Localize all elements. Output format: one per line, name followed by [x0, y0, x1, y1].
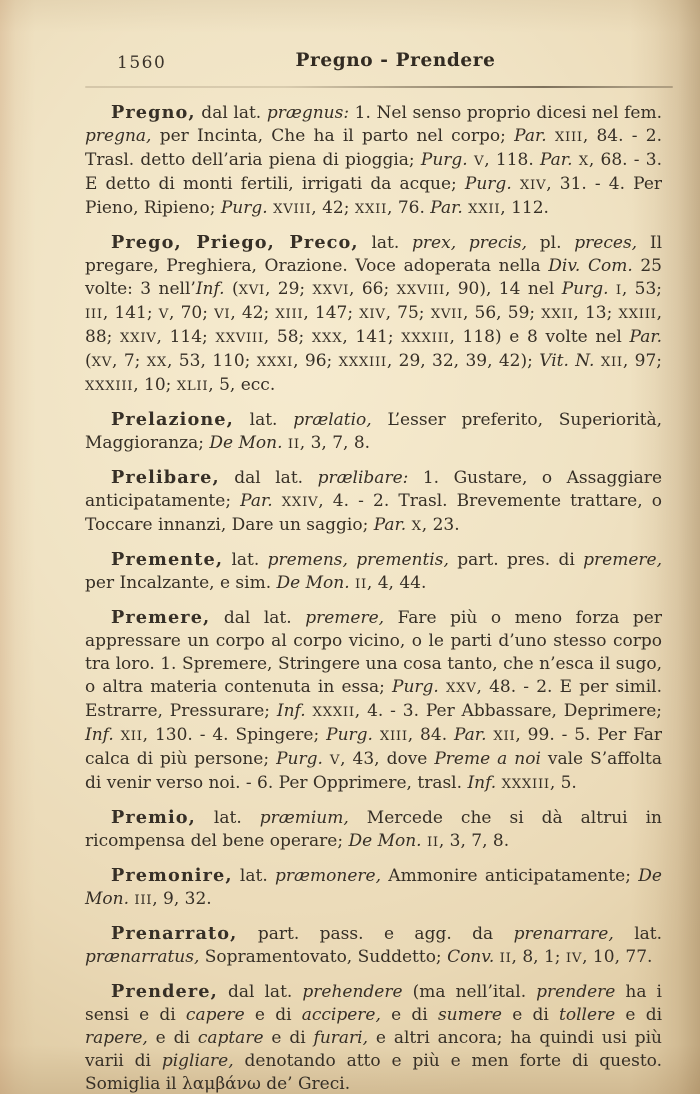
entry-text: dal lat. [217, 982, 303, 1002]
entry-text: , 4, 44. [366, 573, 427, 593]
entry-text: II [499, 951, 512, 966]
entry-text: X [411, 519, 422, 534]
entry-text: denotando atto e più e men forte di questo. Somiglia il λαμβάνω de’ Greci. [85, 1051, 662, 1094]
entry-text: lat. [223, 550, 268, 570]
entry-text: , 13; [573, 303, 619, 323]
entry-text: capere [185, 1005, 245, 1025]
entry-text: , 4. - 3. Per Abbassare, Deprimere; [354, 701, 663, 721]
entry-text [306, 701, 313, 721]
entry-text: dal lat. [219, 468, 318, 488]
entry-text: , 56, 59; [462, 303, 542, 323]
entry-text: , 147; [303, 303, 360, 323]
entry-text: Inf. [467, 773, 497, 793]
entry-text: pregna, [85, 126, 152, 146]
entry-text: (ma nell’ital. [402, 982, 537, 1002]
entry-text: per Incalzante, e sim. [85, 573, 277, 593]
entry-text: Purg. [464, 174, 512, 194]
entry-text [547, 126, 555, 146]
page-number: 1560 [117, 53, 167, 73]
entry-text: IV [565, 951, 583, 966]
entry-text: , 114; [156, 327, 216, 347]
entry-text: premere, [305, 608, 385, 628]
entry-text: XVII [430, 307, 463, 322]
entry-text: V [329, 753, 341, 768]
entry-text: dal lat. [210, 608, 306, 628]
dictionary-entry-prenarrato [85, 922, 662, 970]
entry-text: , 97; [622, 351, 662, 371]
entry-text: prenarrare, [513, 924, 614, 944]
entry-text: XXVIII [215, 331, 264, 346]
entry-text: ( [85, 351, 92, 371]
entry-headword: Prendere, [111, 981, 218, 1002]
entry-text: , 66; [349, 279, 397, 299]
entry-text [114, 725, 121, 745]
entry-text: per Incinta, Che ha il parto nel corpo; [151, 126, 515, 146]
entry-text: XXXIII [401, 331, 450, 346]
entry-text: premere, [583, 550, 662, 570]
entry-text: I [615, 283, 622, 298]
entry-text: , 8, 1; [511, 947, 566, 967]
entry-text: , 70; [169, 303, 215, 323]
entry-text: XXVI [312, 283, 350, 298]
entry-text: , 4. - 2. Trasl. Brevemente trattare, o Toccare innanzi, Dare un saggio; [85, 491, 662, 535]
entry-text: XXVIII [396, 283, 445, 298]
entry-text: preces, [574, 233, 638, 253]
entry-text: , 10; [133, 375, 177, 395]
entry-text: part. pass. e agg. da [237, 924, 514, 944]
entry-text: , 5. [549, 773, 577, 793]
entry-text: , 84. - 2. Trasl. detto dell’aria piena di pioggia; [85, 126, 662, 170]
entry-text: vale S’affolta di venir verso noi. - 6. Per Opprimere, trasl. [85, 749, 663, 793]
entry-text: VI [214, 307, 231, 322]
entry-text: e di [501, 1005, 560, 1025]
entry-text: Par. [373, 515, 407, 535]
entry-text: lat. [232, 866, 276, 886]
entry-text: Inf. [85, 725, 114, 745]
dictionary-entry-prendere [85, 980, 662, 1094]
entry-text: XIV [519, 178, 547, 193]
entry-text: , 68. - 3. E detto di monti fertili, irrigati da acque; [85, 150, 662, 194]
entry-text: De Mon. [348, 831, 422, 851]
entry-text: ( [224, 279, 239, 299]
entry-text: , 53; [621, 279, 663, 299]
entry-text: pigliare, [161, 1051, 234, 1071]
entry-headword: Prego, Priego, Preco, [111, 232, 359, 253]
entry-text: Mercede che si dà altrui in ricompensa del bene operare; [85, 808, 662, 851]
entry-text: V [158, 307, 170, 322]
entry-text: X [578, 154, 589, 169]
entry-text: lat. [358, 233, 413, 253]
entry-text: Preme a noi [434, 749, 541, 769]
entry-text: part. pres. di [448, 550, 584, 570]
entry-text: De Mon. [85, 866, 662, 909]
entry-text: XXIV [281, 495, 319, 510]
entry-text: , 75; [385, 303, 431, 323]
entry-text: De Mon. [209, 433, 283, 453]
entry-text: , 31. - 4. Per Pieno, Ripieno; [85, 174, 663, 218]
entry-text: XXV [445, 681, 477, 696]
entry-text: 25 volte: 3 nell’ [85, 256, 662, 299]
entry-headword: Pregno, [111, 102, 196, 123]
entry-text: Purg. [276, 749, 323, 769]
entry-text: , 96; [293, 351, 339, 371]
entry-text: XXXI [256, 355, 294, 370]
entry-text: ha i sensi e di [85, 982, 662, 1025]
dictionary-entry-prelazione [85, 408, 662, 456]
entry-text: De Mon. [276, 573, 350, 593]
entry-headword: Premente, [111, 549, 224, 570]
entry-text: , 118. [484, 150, 540, 170]
entry-text: tollere [559, 1005, 616, 1025]
entry-text [273, 491, 282, 511]
entry-text: , 3, 7, 8. [299, 433, 371, 453]
entry-text: XV [91, 355, 113, 370]
entry-text: Purg. [420, 150, 468, 170]
entry-text: prælatio, [293, 410, 372, 430]
entry-text: Vit. N. [539, 351, 595, 371]
entry-text: captare [197, 1028, 264, 1048]
entry-text: prægnus: [266, 103, 350, 123]
entry-headword: Premonire, [111, 865, 233, 886]
entry-text: II [427, 835, 439, 850]
entry-text: accipere, [301, 1005, 381, 1025]
entry-text: XXXIII [338, 355, 387, 370]
entry-text: Purg. [220, 198, 268, 218]
entry-text: XXIII [618, 307, 657, 322]
entry-text: Conv. [447, 947, 495, 967]
entry-text: Par. [514, 126, 547, 146]
entry-text: V [473, 154, 485, 169]
entry-text: , 7; [112, 351, 147, 371]
entry-text: XIV [359, 307, 386, 322]
header-rule [85, 86, 673, 88]
entry-text: XIII [275, 307, 304, 322]
entry-text: , 3, 7, 8. [438, 831, 510, 851]
entry-headword: Prelazione, [111, 409, 234, 430]
entry-text: Par. [240, 491, 273, 511]
entry-text: e di [263, 1028, 314, 1048]
entry-text: Fare più o meno forza per appressare un corpo al corpo vicino, o le parti d’uno stesso corpo tra loro. 1. Spremere, Stringere una cosa tanto, che n’esca il sugo, o altra materia contenuta in essa; [85, 608, 662, 697]
entry-text: L’esser preferito, Superiorità, Maggioranza; [85, 410, 662, 453]
entry-text: Sopramentovato, Suddetto; [199, 947, 448, 967]
entry-text: XII [493, 729, 516, 744]
entry-headword: Prelibare, [111, 467, 220, 488]
entry-text: lat. [233, 410, 294, 430]
entry-text: Ammonire anticipatamente; [380, 866, 639, 886]
dictionary-entry-premio [85, 806, 662, 854]
entry-text: furari, [313, 1028, 369, 1048]
entry-text: Par. [454, 725, 487, 745]
entry-text: , 112. [500, 198, 549, 218]
entry-text: , 23. [421, 515, 460, 535]
entry-text: XIII [554, 130, 583, 145]
entries [85, 96, 662, 1094]
entry-text: e di [244, 1005, 302, 1025]
entry-text: lat. [195, 808, 260, 828]
entry-text: e altri ancora; ha quindi usi più varii di [85, 1028, 663, 1071]
entry-text: , 76. [387, 198, 431, 218]
entry-text: premens, prementis, [267, 550, 449, 570]
dictionary-entry-premere [85, 606, 662, 796]
entry-headword: Premio, [111, 807, 196, 828]
entry-text: , 99. - 5. Per Far calca di più persone; [85, 725, 663, 769]
entry-text: III [85, 307, 103, 322]
entry-text: XLII [176, 379, 209, 394]
entry-text: , 42; [230, 303, 276, 323]
entry-text: præmium, [259, 808, 349, 828]
entry-text [609, 279, 616, 299]
entry-text: , 29, 32, 39, 42); [386, 351, 540, 371]
entry-text: pl. [527, 233, 575, 253]
entry-text: , 29; [264, 279, 313, 299]
entry-text: Par. [629, 327, 662, 347]
entry-text: , 48. - 2. E per simil. Estrarre, Pressurare; [85, 677, 662, 721]
entry-text: , 90), 14 nel [444, 279, 562, 299]
entry-text: , 118) e 8 volte nel [449, 327, 630, 347]
entry-text: sumere [437, 1005, 502, 1025]
entry-text: III [134, 893, 153, 908]
entry-text: , 43, dove [340, 749, 435, 769]
entry-text: 1. Gustare, o Assaggiare anticipatamente; [85, 468, 662, 511]
entry-headword: Premere, [111, 607, 211, 628]
entry-text: , 88; [85, 303, 662, 347]
entry-text: , 58; [263, 327, 312, 347]
entry-text: XXIV [120, 331, 157, 346]
entry-text: , 141; [342, 327, 402, 347]
entry-text: prex, precis, [412, 233, 528, 253]
entry-text: XXXIII [501, 777, 550, 792]
entry-text: XII [120, 729, 143, 744]
entry-text: XXII [541, 307, 574, 322]
dictionary-entry-premente [85, 548, 662, 596]
entry-text: e di [380, 1005, 438, 1025]
entry-text: , 84. [407, 725, 454, 745]
entry-text: Inf. [195, 279, 225, 299]
entry-text: XXXII [312, 705, 355, 720]
entry-text: 1. Nel senso proprio dicesi nel fem. [349, 103, 663, 123]
running-title: Pregno - Prendere [295, 50, 496, 71]
dictionary-entry-prego-priego-preco [85, 231, 662, 398]
entry-text: Par. [430, 198, 463, 218]
entry-text: XXX [311, 331, 343, 346]
entry-text: XVIII [273, 202, 312, 217]
entry-text: e di [615, 1005, 663, 1025]
entry-text: e di [147, 1028, 198, 1048]
entry-text: , 42; [311, 198, 355, 218]
dictionary-entry-premonire [85, 864, 662, 912]
entry-text: prendere [536, 982, 616, 1002]
entry-text: prælibare: [317, 468, 409, 488]
entry-text: , 141; [102, 303, 159, 323]
entry-text: Inf. [276, 701, 306, 721]
entry-text: XVI [238, 283, 265, 298]
entry-text: , 53, 110; [167, 351, 257, 371]
entry-text: Il pregare, Preghiera, Orazione. Voce adoperata nella [85, 233, 663, 276]
entry-text: XXII [354, 202, 388, 217]
dictionary-entry-prelibare [85, 466, 662, 538]
entry-text: , 130. - 4. Spingere; [142, 725, 327, 745]
entry-text: II [355, 577, 367, 592]
page-header [85, 50, 662, 78]
entry-text: Div. Com. [548, 256, 633, 276]
entry-text: prehendere [302, 982, 403, 1002]
entry-text: , 10, 77. [582, 947, 653, 967]
entry-text: Purg. [326, 725, 373, 745]
entry-text: prænarratus, [85, 947, 200, 967]
entry-text [512, 174, 520, 194]
entry-text: , 5, ecc. [208, 375, 276, 395]
entry-text: XXII [468, 202, 501, 217]
entry-text: Purg. [561, 279, 609, 299]
entry-text: XIII [379, 729, 408, 744]
entry-text: , 9, 32. [152, 889, 212, 909]
entry-text: Par. [540, 150, 573, 170]
entry-text: lat. [613, 924, 662, 944]
entry-text: dal lat. [195, 103, 267, 123]
entry-headword: Prenarrato, [111, 923, 238, 944]
entry-text: XX [146, 355, 168, 370]
entry-text: XII [600, 355, 623, 370]
entry-text [373, 725, 380, 745]
entry-text: rapere, [85, 1028, 148, 1048]
entry-text: præmonere, [275, 866, 381, 886]
entry-text [323, 749, 330, 769]
dictionary-entry-pregno [85, 101, 662, 221]
entry-text: II [287, 437, 300, 452]
entry-text: XXXIII [85, 379, 134, 394]
entry-text [439, 677, 446, 697]
entry-text: Purg. [392, 677, 439, 697]
